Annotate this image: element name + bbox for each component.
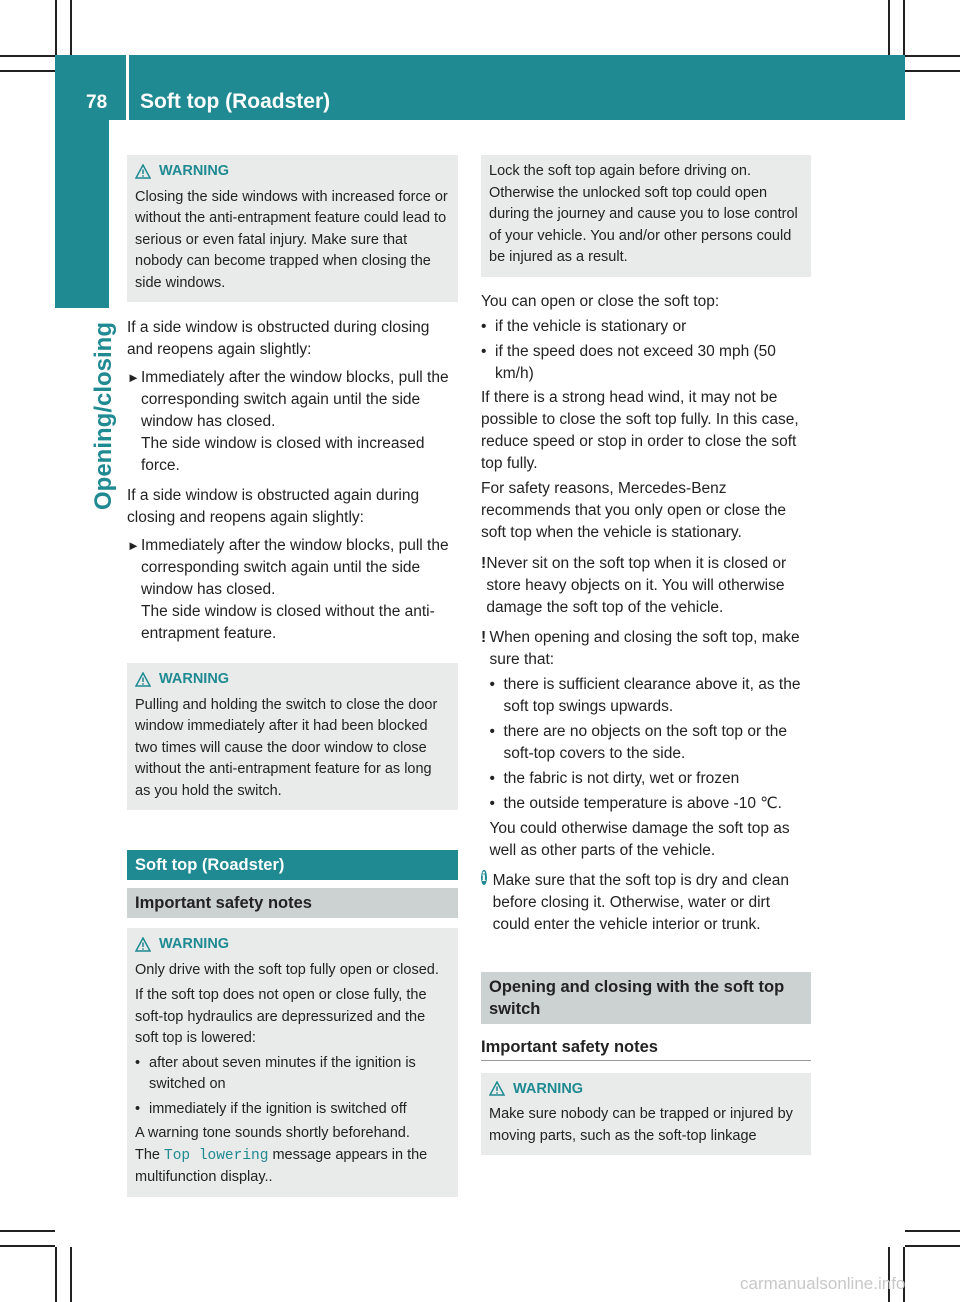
bullet-text: if the vehicle is stationary or [495, 317, 687, 335]
crop-mark [905, 1230, 960, 1232]
bullet-item [135, 1099, 450, 1121]
crop-mark [905, 1245, 960, 1247]
warning-box [127, 928, 458, 1197]
warning-text: Make sure nobody can be trapped or injured by moving parts, such as the soft-top linkage [489, 1106, 793, 1144]
instruction-step [127, 367, 458, 477]
warning-text: A warning tone sounds shortly beforehand. [135, 1125, 410, 1141]
crop-mark [55, 1247, 57, 1302]
caution-note [481, 553, 811, 619]
bullet-text: if the speed does not exceed 30 mph (50 km/h) [495, 342, 776, 382]
arrow-right-icon: ► [127, 370, 140, 385]
warning-text: If the soft top does not open or close fully, the soft-top hydraulics are depressurized and the soft top is lowered: [135, 987, 427, 1046]
crop-mark [70, 0, 72, 55]
header-separator [126, 55, 129, 120]
note-text: When opening and closing the soft top, make sure that: [489, 628, 800, 668]
warning-label: WARNING [159, 936, 230, 952]
warning-label: WARNING [159, 671, 230, 687]
warning-box [127, 155, 458, 302]
bullet-text: there is sufficient clearance above it, as the soft top swings upwards. [503, 675, 801, 715]
warning-triangle-icon [135, 672, 151, 688]
section-heading: Soft top (Roadster) [127, 850, 458, 880]
paragraph: If a side window is obstructed again during closing and reopens again slightly: [127, 487, 420, 526]
step-text: Immediately after the window blocks, pull the corresponding switch again until the side window has closed. [141, 369, 449, 430]
bullet-item [481, 341, 811, 385]
info-icon: i [481, 869, 487, 884]
display-message: Top lowering [164, 1147, 269, 1164]
bullet-icon: • [489, 722, 495, 740]
bullet-icon: • [481, 317, 487, 335]
warning-triangle-icon [135, 937, 151, 953]
note-text: Make sure that the soft top is dry and clean before closing it. Otherwise, water or dirt could enter the vehicle interior or trunk. [492, 871, 789, 933]
left-column [127, 155, 458, 1197]
warning-text: Pulling and holding the switch to close the door window immediately after it had been blocked two times will cause the door window to close without the anti-entrapment feature for as long as you hold the switch. [135, 696, 438, 799]
crop-mark [888, 0, 890, 55]
warning-heading [135, 161, 450, 183]
bullet-icon: • [135, 1100, 141, 1117]
warning-heading [135, 934, 450, 956]
crop-mark [0, 1230, 55, 1232]
crop-mark [905, 55, 960, 57]
bullet-text: after about seven minutes if the ignition is switched on [149, 1054, 416, 1092]
text-run: message appears in the multifunction display.. [135, 1146, 428, 1185]
bullet-item [489, 768, 811, 790]
crop-mark [55, 0, 57, 55]
bullet-icon: • [489, 794, 495, 812]
page-number: 78 [86, 92, 108, 113]
bullet-item [135, 1053, 450, 1096]
warning-triangle-icon [135, 164, 151, 180]
note-text: Never sit on the soft top when it is closed or store heavy objects on it. You will otherwise damage the soft top of the vehicle. [486, 554, 787, 616]
warning-text: Only drive with the soft top fully open or closed. [135, 961, 439, 978]
exclamation-icon: ! [481, 628, 487, 646]
note-text: You could otherwise damage the soft top as well as other parts of the vehicle. [489, 819, 790, 859]
crop-mark [0, 55, 55, 57]
chapter-tab: Opening/closing [90, 321, 117, 510]
bullet-text: immediately if the ignition is switched off [149, 1100, 407, 1117]
bullet-text: the outside temperature is above -10 ℃. [503, 794, 782, 812]
bullet-icon: • [489, 769, 495, 787]
bullet-icon: • [135, 1054, 141, 1071]
step-result: The side window is closed with increased force. [141, 435, 425, 474]
crop-mark [0, 1245, 55, 1247]
instruction-step [127, 535, 458, 645]
warning-label: WARNING [159, 163, 230, 179]
warning-text [135, 1145, 450, 1189]
crop-mark [0, 70, 55, 72]
warning-box-continued [481, 155, 811, 277]
warning-heading [135, 669, 450, 691]
bullet-icon: • [481, 342, 487, 360]
caution-note [481, 627, 811, 862]
paragraph: If a side window is obstructed during closing and reopens again slightly: [127, 319, 430, 358]
subsection-heading: Important safety notes [127, 888, 458, 918]
crop-mark [903, 0, 905, 55]
warning-heading [489, 1079, 803, 1101]
step-result: The side window is closed without the anti-entrapment feature. [141, 603, 435, 642]
side-tab-bar [55, 120, 109, 308]
bullet-text: the fabric is not dirty, wet or frozen [503, 769, 740, 787]
bullet-icon: • [489, 675, 495, 693]
right-column [481, 155, 811, 1155]
paragraph: If there is a strong head wind, it may not be possible to close the soft top fully. In this case, reduce speed or stop in order to close the soft top fully. [481, 388, 799, 472]
crop-mark [70, 1247, 72, 1302]
bullet-item [489, 793, 811, 815]
step-text: Immediately after the window blocks, pull the corresponding switch again until the side window has closed. [141, 537, 449, 598]
paragraph: You can open or close the soft top: [481, 292, 720, 310]
bullet-text: there are no objects on the soft top or the soft-top covers to the side. [503, 722, 787, 762]
text-run: The [135, 1146, 165, 1163]
crop-mark [905, 70, 960, 72]
exclamation-icon: ! [481, 554, 487, 572]
bullet-item [481, 316, 811, 338]
bullet-item [489, 721, 811, 765]
info-note [481, 870, 811, 936]
warning-label: WARNING [513, 1080, 584, 1097]
warning-triangle-icon [489, 1081, 505, 1097]
subsection-heading: Important safety notes [481, 1036, 811, 1061]
arrow-right-icon: ► [127, 538, 140, 553]
warning-box [127, 663, 458, 810]
page-title: Soft top (Roadster) [140, 90, 331, 113]
watermark: carmanualsonline.info [740, 1274, 906, 1293]
bullet-item [489, 674, 811, 718]
warning-text: Closing the side windows with increased force or without the anti-entrapment feature could lead to serious or even fatal injury. Make sure that nobody can become trapped when closing the side windows. [135, 188, 448, 291]
paragraph: For safety reasons, Mercedes-Benz recommends that you only open or close the soft top when the vehicle is stationary. [481, 479, 787, 541]
section-heading: Opening and closing with the soft top switch [481, 972, 811, 1024]
warning-text: Lock the soft top again before driving on. Otherwise the unlocked soft top could open during the journey and cause you to lose control of your vehicle. You and/or other persons could be injured as a result. [489, 163, 798, 265]
warning-box [481, 1073, 811, 1156]
